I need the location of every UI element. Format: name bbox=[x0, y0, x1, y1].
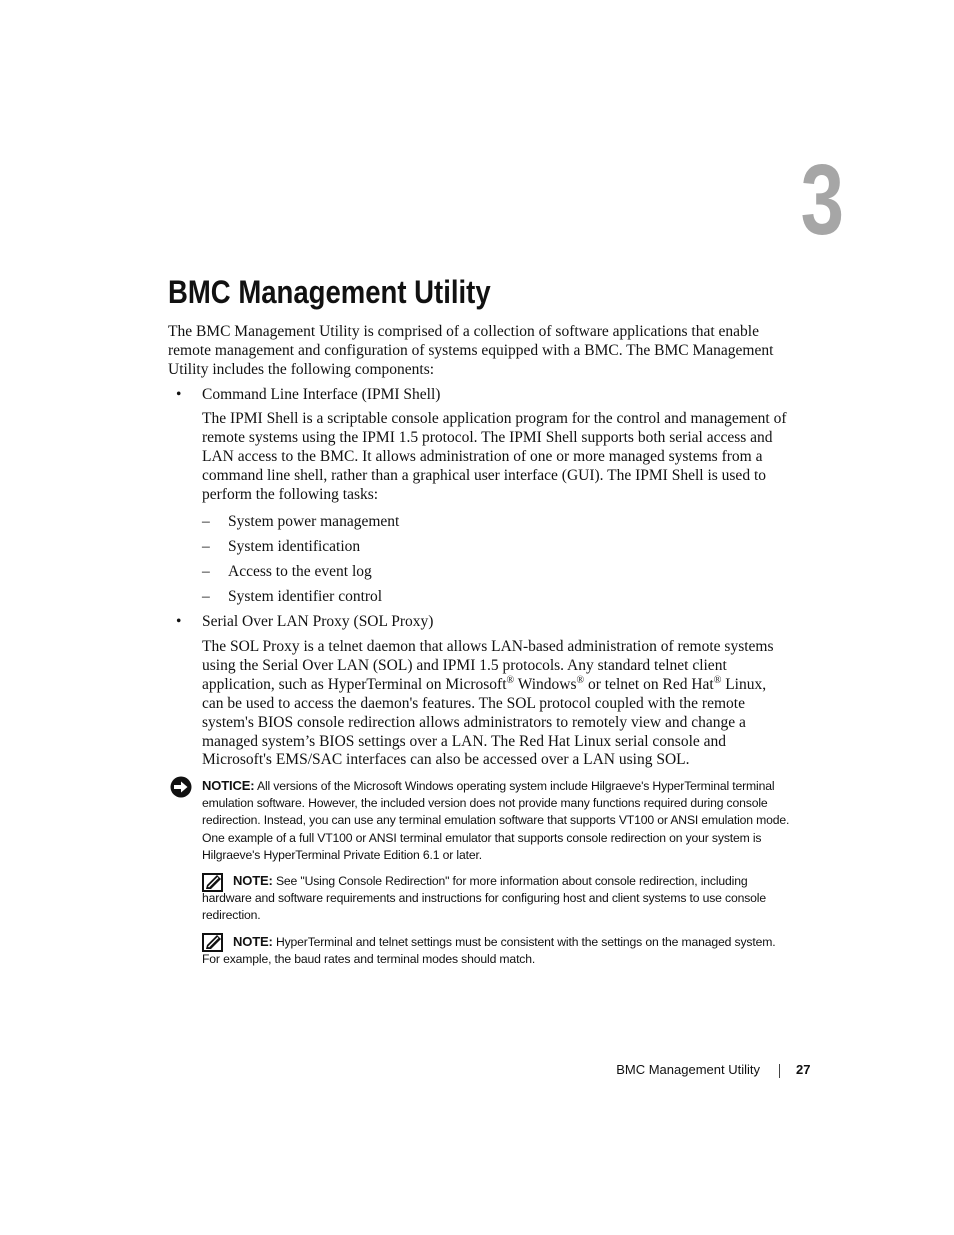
sol-desc-part3: or telnet on Red Hat bbox=[584, 675, 714, 693]
task-label: System power management bbox=[228, 513, 400, 530]
footer-section-title: BMC Management Utility bbox=[616, 1062, 760, 1077]
bullet-mark: • bbox=[176, 386, 182, 403]
notice-block bbox=[202, 777, 792, 864]
list-item-label: Command Line Interface (IPMI Shell) bbox=[202, 386, 441, 403]
note-label: NOTE: bbox=[233, 873, 273, 888]
dash-mark: – bbox=[202, 513, 210, 530]
footer-separator bbox=[779, 1064, 780, 1078]
task-label: System identification bbox=[228, 538, 361, 555]
page-number: 27 bbox=[796, 1062, 811, 1077]
notice-arrow-icon bbox=[170, 776, 192, 798]
note-text: See "Using Console Redirection" for more information about console redirection, including hardware and software requirements and instructions for configuring host and client systems to use console redirection. bbox=[202, 874, 766, 923]
dash-mark: – bbox=[202, 588, 210, 605]
sol-proxy-description bbox=[202, 638, 790, 770]
dash-mark: – bbox=[202, 563, 210, 580]
sol-desc-part2: Windows bbox=[514, 675, 577, 693]
task-label: Access to the event log bbox=[228, 563, 372, 580]
note-block bbox=[202, 872, 792, 925]
note-text: HyperTerminal and telnet settings must be consistent with the settings on the managed system. For example, the baud rates and terminal modes should match. bbox=[202, 935, 776, 967]
registered-mark: ® bbox=[506, 674, 515, 686]
ipmi-shell-description: The IPMI Shell is a scriptable console application program for the control and management of remote systems using the IPMI 1.5 protocol. The IPMI Shell supports both serial access and LAN access to the BMC. It allows administration of one or more managed systems from a command line shell, rather than a graphical user interface (GUI). The IPMI Shell is used to perform the following tasks: bbox=[202, 410, 787, 503]
notice-text: All versions of the Microsoft Windows operating system include Hilgraeve's HyperTerminal terminal emulation software. However, the included version does not provide many functions required during console redirection. Instead, you can use any terminal emulation software that supports VT100 or ANSI emulation mode. One example of a full VT100 or ANSI terminal emulator that supports console redirection on your system is Hilgraeve's HyperTerminal Private Edition 6.1 or later. bbox=[202, 779, 790, 862]
page-title: BMC Management Utility bbox=[168, 274, 491, 310]
dash-mark: – bbox=[202, 538, 210, 555]
registered-mark: ® bbox=[713, 674, 722, 686]
registered-mark: ® bbox=[576, 674, 585, 686]
note-label: NOTE: bbox=[233, 934, 273, 949]
sol-desc-part1: The SOL Proxy is a telnet daemon that allows LAN-based administration of remote systems using the Serial Over LAN (SOL) and IPMI 1.5 protocols. Any standard telnet client application, such as HyperTerminal on Microsoft bbox=[202, 638, 774, 693]
task-label: System identifier control bbox=[228, 588, 383, 605]
intro-paragraph: The BMC Management Utility is comprised of a collection of software applications that enable remote management and configuration of systems equipped with a BMC. The BMC Management Utility includes the following components: bbox=[168, 323, 774, 378]
note-block bbox=[202, 933, 792, 968]
list-item-label: Serial Over LAN Proxy (SOL Proxy) bbox=[202, 613, 434, 630]
chapter-number: 3 bbox=[800, 144, 844, 256]
bullet-mark: • bbox=[176, 613, 182, 630]
notice-label: NOTICE: bbox=[202, 778, 255, 793]
sol-desc-part4: Linux, can be used to access the daemon's features. The SOL protocol coupled with the remote system's BIOS console redirection allows administrators to remotely view and change a managed system’s BIOS settings over a LAN. The Red Hat Linux serial console and Microsoft's EMS/SAC interfaces can also be accessed over a LAN using SOL. bbox=[202, 675, 767, 769]
